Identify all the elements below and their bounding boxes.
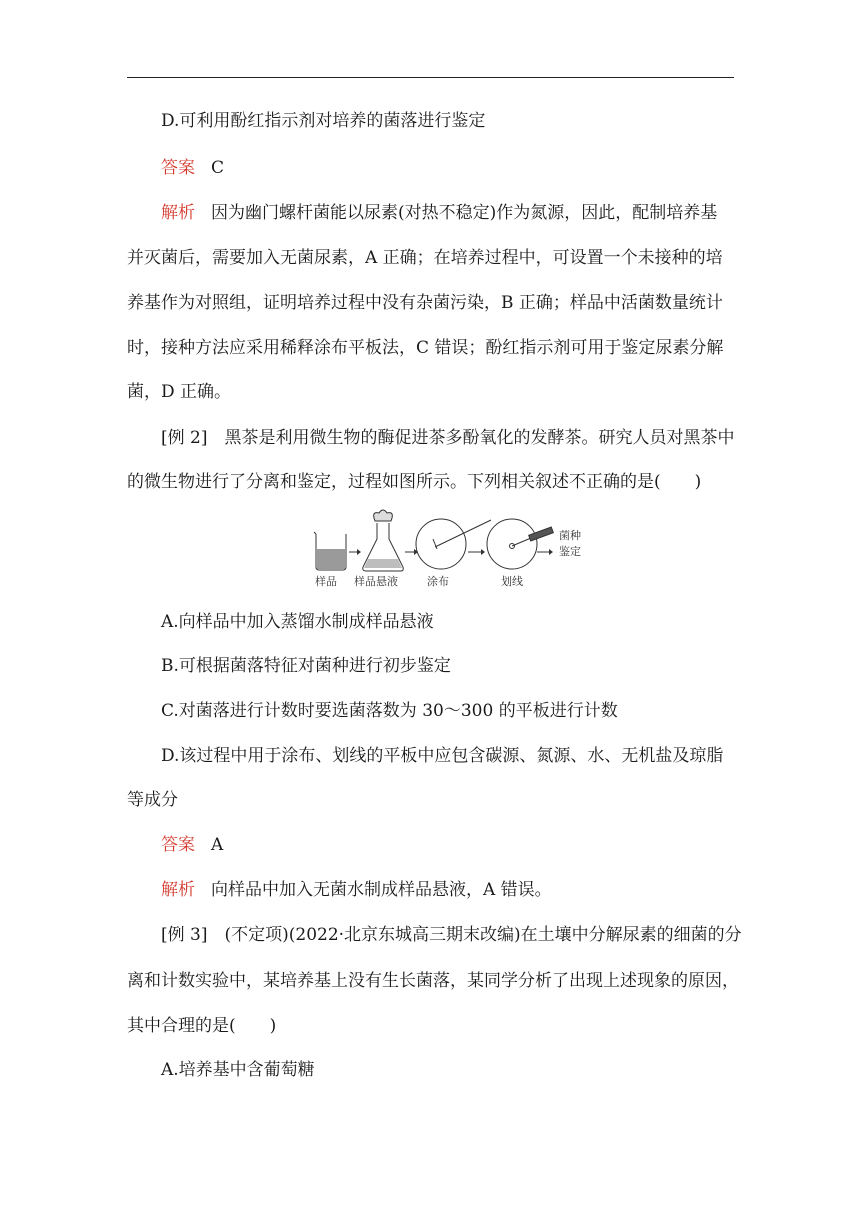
label-suspension: 样品悬液 [354, 575, 398, 588]
label-streak: 划线 [501, 575, 523, 588]
explanation-1-line-5: 菌，D 正确。 [127, 382, 232, 402]
arrow-icon [481, 549, 485, 555]
label-ident-2: 鉴定 [559, 545, 581, 558]
process-figure [313, 509, 593, 589]
arrow-icon [357, 549, 361, 555]
answer-1 [161, 153, 771, 178]
label-spread: 涂布 [427, 575, 449, 588]
explanation-label: 解析 [161, 203, 195, 223]
answer-value: C [211, 158, 225, 178]
option-c: C.对菌落进行计数时要选菌落数为 30～300 的平板进行计数 [161, 701, 618, 721]
option-d-line-1: D.该过程中用于涂布、划线的平板中应包含碳源、氮源、水、无机盐及琼脂 [161, 746, 724, 766]
explanation-label: 解析 [161, 880, 195, 900]
explanation-text: 因为幽门螺杆菌能以尿素(对热不稳定)作为氮源，因此，配制培养基 [211, 203, 718, 223]
option-d-line-2: 等成分 [127, 790, 178, 810]
beaker-icon [314, 532, 346, 570]
answer-label: 答案 [161, 835, 195, 855]
answer-label: 答案 [161, 158, 195, 178]
label-sample: 样品 [315, 575, 337, 588]
example-3-line-2: 离和计数实验中，某培养基上没有生长菌落，某同学分析了出现上述现象的原因， [127, 971, 739, 991]
flask-icon [363, 510, 403, 571]
explanation-text: 向样品中加入无菌水制成样品悬液，A 错误。 [211, 880, 552, 900]
header-rule [127, 77, 734, 78]
example-3-option-a: A.培养基中含葡萄糖 [161, 1060, 315, 1080]
answer-value: A [211, 835, 224, 855]
option-d-prev: D.可利用酚红指示剂对培养的菌落进行鉴定 [161, 111, 486, 131]
explanation-1-line-4: 时，接种方法应采用稀释涂布平板法，C 错误；酚红指示剂可用于鉴定尿素分解 [127, 338, 724, 358]
option-a: A.向样品中加入蒸馏水制成样品悬液 [161, 612, 434, 632]
petri-dish-streak-icon [487, 519, 553, 569]
explanation-1-line-3: 养基作为对照组，证明培养过程中没有杂菌污染，B 正确；样品中活菌数量统计 [127, 293, 723, 313]
answer-2 [161, 830, 771, 855]
arrow-icon [549, 549, 553, 555]
example-2-line-1: [例 2] 黑茶是利用微生物的酶促进茶多酚氧化的发酵茶。研究人员对黑茶中 [161, 428, 735, 448]
example-3-line-1: [例 3] (不定项)(2022·北京东城高三期末改编)在土壤中分解尿素的细菌的分 [161, 925, 742, 945]
petri-dish-spread-icon [416, 519, 491, 569]
label-ident-1: 菌种 [559, 529, 581, 542]
explanation-2 [161, 875, 771, 900]
explanation-1-line-2: 并灭菌后，需要加入无菌尿素，A 正确；在培养过程中，可设置一个未接种的培 [127, 248, 723, 268]
explanation-1-line-1 [161, 198, 771, 223]
example-3-line-3: 其中合理的是( ) [127, 1016, 277, 1036]
option-b: B.可根据菌落特征对菌种进行初步鉴定 [161, 656, 451, 676]
example-2-line-2: 的微生物进行了分离和鉴定，过程如图所示。下列相关叙述不正确的是( ) [127, 472, 702, 492]
